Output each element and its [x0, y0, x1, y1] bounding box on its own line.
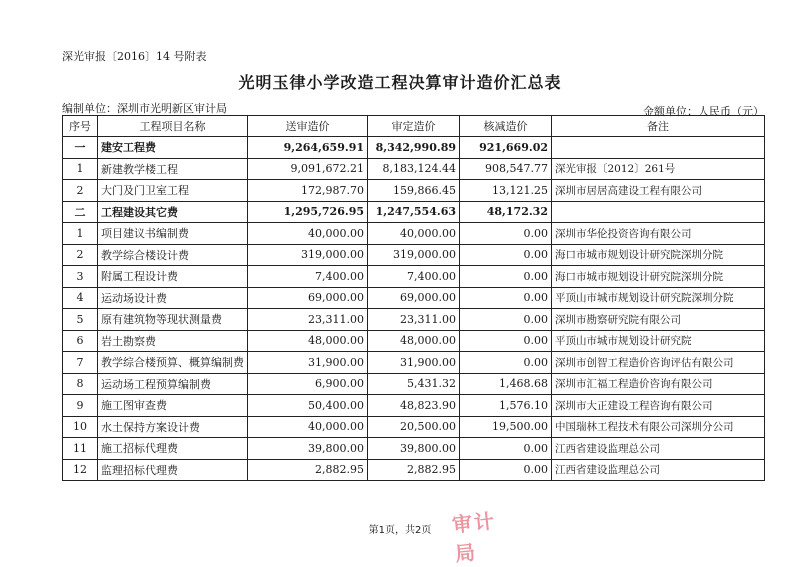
row-submitted-cost: 31,900.00	[248, 352, 368, 374]
row-serial: 3	[63, 266, 98, 288]
row-remarks: 深圳市创智工程造价咨询评估有限公司	[552, 352, 765, 374]
row-remarks: 深圳市汇福工程造价咨询有限公司	[552, 373, 765, 395]
row-remarks: 深圳市勘察研究院有限公司	[552, 309, 765, 331]
row-project-name: 施工图审查费	[98, 395, 248, 417]
table-row	[63, 158, 765, 180]
row-serial: 6	[63, 330, 98, 352]
row-reduced-cost: 908,547.77	[460, 158, 552, 180]
row-remarks: 海口市城市规划设计研究院深圳分院	[552, 244, 765, 266]
row-remarks: 深圳市大正建设工程咨询有限公司	[552, 395, 765, 417]
row-submitted-cost: 1,295,726.95	[248, 201, 368, 223]
row-reduced-cost: 48,172.32	[460, 201, 552, 223]
row-serial: 1	[63, 158, 98, 180]
row-reduced-cost: 0.00	[460, 244, 552, 266]
row-project-name: 原有建筑物等现状测量费	[98, 309, 248, 331]
row-serial: 1	[63, 223, 98, 245]
table-row	[63, 309, 765, 331]
row-remarks: 平顶山市城市规划设计研究院	[552, 330, 765, 352]
row-approved-cost: 5,431.32	[368, 373, 460, 395]
row-reduced-cost: 19,500.00	[460, 416, 552, 438]
header-project-name: 工程项目名称	[98, 116, 248, 137]
row-reduced-cost: 0.00	[460, 266, 552, 288]
row-submitted-cost: 319,000.00	[248, 244, 368, 266]
row-approved-cost: 8,183,124.44	[368, 158, 460, 180]
row-approved-cost: 20,500.00	[368, 416, 460, 438]
row-serial: 11	[63, 438, 98, 460]
row-remarks: 江西省建设监理总公司	[552, 459, 765, 481]
row-remarks: 平顶山市城市规划设计研究院深圳分院	[552, 287, 765, 309]
table-row	[63, 395, 765, 417]
row-remarks: 中国瑞林工程技术有限公司深圳分公司	[552, 416, 765, 438]
row-remarks	[552, 137, 765, 159]
row-project-name: 运动场工程预算编制费	[98, 373, 248, 395]
row-reduced-cost: 0.00	[460, 223, 552, 245]
table-row	[63, 438, 765, 460]
row-project-name: 建安工程费	[98, 137, 248, 159]
row-project-name: 附属工程设计费	[98, 266, 248, 288]
row-approved-cost: 1,247,554.63	[368, 201, 460, 223]
row-approved-cost: 40,000.00	[368, 223, 460, 245]
table-row	[63, 416, 765, 438]
row-reduced-cost: 0.00	[460, 352, 552, 374]
row-serial: 二	[63, 201, 98, 223]
row-project-name: 大门及门卫室工程	[98, 180, 248, 202]
row-serial: 一	[63, 137, 98, 159]
row-project-name: 运动场设计费	[98, 287, 248, 309]
row-submitted-cost: 69,000.00	[248, 287, 368, 309]
official-seal: 审计局	[450, 508, 498, 566]
row-submitted-cost: 48,000.00	[248, 330, 368, 352]
header-submitted-cost: 送审造价	[248, 116, 368, 137]
row-serial: 10	[63, 416, 98, 438]
row-remarks: 深圳市华伦投资咨询有限公司	[552, 223, 765, 245]
row-submitted-cost: 39,800.00	[248, 438, 368, 460]
row-submitted-cost: 9,091,672.21	[248, 158, 368, 180]
row-approved-cost: 319,000.00	[368, 244, 460, 266]
row-remarks: 江西省建设监理总公司	[552, 438, 765, 460]
row-remarks: 海口市城市规划设计研究院深圳分院	[552, 266, 765, 288]
row-project-name: 工程建设其它费	[98, 201, 248, 223]
row-approved-cost: 159,866.45	[368, 180, 460, 202]
row-serial: 9	[63, 395, 98, 417]
row-project-name: 施工招标代理费	[98, 438, 248, 460]
table-row	[63, 180, 765, 202]
table-row	[63, 287, 765, 309]
row-reduced-cost: 1,468.68	[460, 373, 552, 395]
row-approved-cost: 48,823.90	[368, 395, 460, 417]
row-serial: 12	[63, 459, 98, 481]
row-approved-cost: 39,800.00	[368, 438, 460, 460]
row-remarks: 深光审报〔2012〕261号	[552, 158, 765, 180]
row-serial: 7	[63, 352, 98, 374]
row-submitted-cost: 9,264,659.91	[248, 137, 368, 159]
header-approved-cost: 审定造价	[368, 116, 460, 137]
row-project-name: 水土保持方案设计费	[98, 416, 248, 438]
row-submitted-cost: 40,000.00	[248, 223, 368, 245]
row-project-name: 项目建议书编制费	[98, 223, 248, 245]
row-reduced-cost: 0.00	[460, 459, 552, 481]
table-row	[63, 244, 765, 266]
document-reference: 深光审报〔2016〕14 号附表	[62, 50, 207, 63]
row-project-name: 新建教学楼工程	[98, 158, 248, 180]
row-submitted-cost: 7,400.00	[248, 266, 368, 288]
row-approved-cost: 8,342,990.89	[368, 137, 460, 159]
row-reduced-cost: 0.00	[460, 330, 552, 352]
row-reduced-cost: 0.00	[460, 287, 552, 309]
table-row	[63, 223, 765, 245]
row-submitted-cost: 2,882.95	[248, 459, 368, 481]
document-title: 光明玉律小学改造工程决算审计造价汇总表	[238, 73, 562, 92]
row-approved-cost: 69,000.00	[368, 287, 460, 309]
row-project-name: 岩土勘察费	[98, 330, 248, 352]
row-serial: 8	[63, 373, 98, 395]
row-approved-cost: 48,000.00	[368, 330, 460, 352]
header-remarks: 备注	[552, 116, 765, 137]
row-submitted-cost: 172,987.70	[248, 180, 368, 202]
row-approved-cost: 23,311.00	[368, 309, 460, 331]
table-row	[63, 266, 765, 288]
row-serial: 4	[63, 287, 98, 309]
row-reduced-cost: 0.00	[460, 309, 552, 331]
page-number: 第1页，共2页	[368, 525, 432, 536]
table-row	[63, 137, 765, 159]
table-header-row	[63, 116, 765, 137]
audit-summary-table	[62, 115, 765, 481]
row-approved-cost: 31,900.00	[368, 352, 460, 374]
row-serial: 2	[63, 244, 98, 266]
row-submitted-cost: 50,400.00	[248, 395, 368, 417]
row-submitted-cost: 40,000.00	[248, 416, 368, 438]
row-serial: 2	[63, 180, 98, 202]
row-project-name: 教学综合楼设计费	[98, 244, 248, 266]
table-row	[63, 373, 765, 395]
row-reduced-cost: 0.00	[460, 438, 552, 460]
row-remarks: 深圳市居居高建设工程有限公司	[552, 180, 765, 202]
header-serial: 序号	[63, 116, 98, 137]
row-remarks	[552, 201, 765, 223]
row-approved-cost: 2,882.95	[368, 459, 460, 481]
header-reduced-cost: 核减造价	[460, 116, 552, 137]
table-row	[63, 352, 765, 374]
row-submitted-cost: 23,311.00	[248, 309, 368, 331]
row-reduced-cost: 13,121.25	[460, 180, 552, 202]
row-reduced-cost: 1,576.10	[460, 395, 552, 417]
compiling-unit: 编制单位：深圳市光明新区审计局	[62, 102, 227, 115]
row-serial: 5	[63, 309, 98, 331]
row-project-name: 教学综合楼预算、概算编制费	[98, 352, 248, 374]
table-row	[63, 201, 765, 223]
currency-unit: 金额单位：人民币（元）	[643, 105, 764, 118]
row-reduced-cost: 921,669.02	[460, 137, 552, 159]
row-approved-cost: 7,400.00	[368, 266, 460, 288]
table-row	[63, 459, 765, 481]
table-row	[63, 330, 765, 352]
row-project-name: 监理招标代理费	[98, 459, 248, 481]
row-submitted-cost: 6,900.00	[248, 373, 368, 395]
